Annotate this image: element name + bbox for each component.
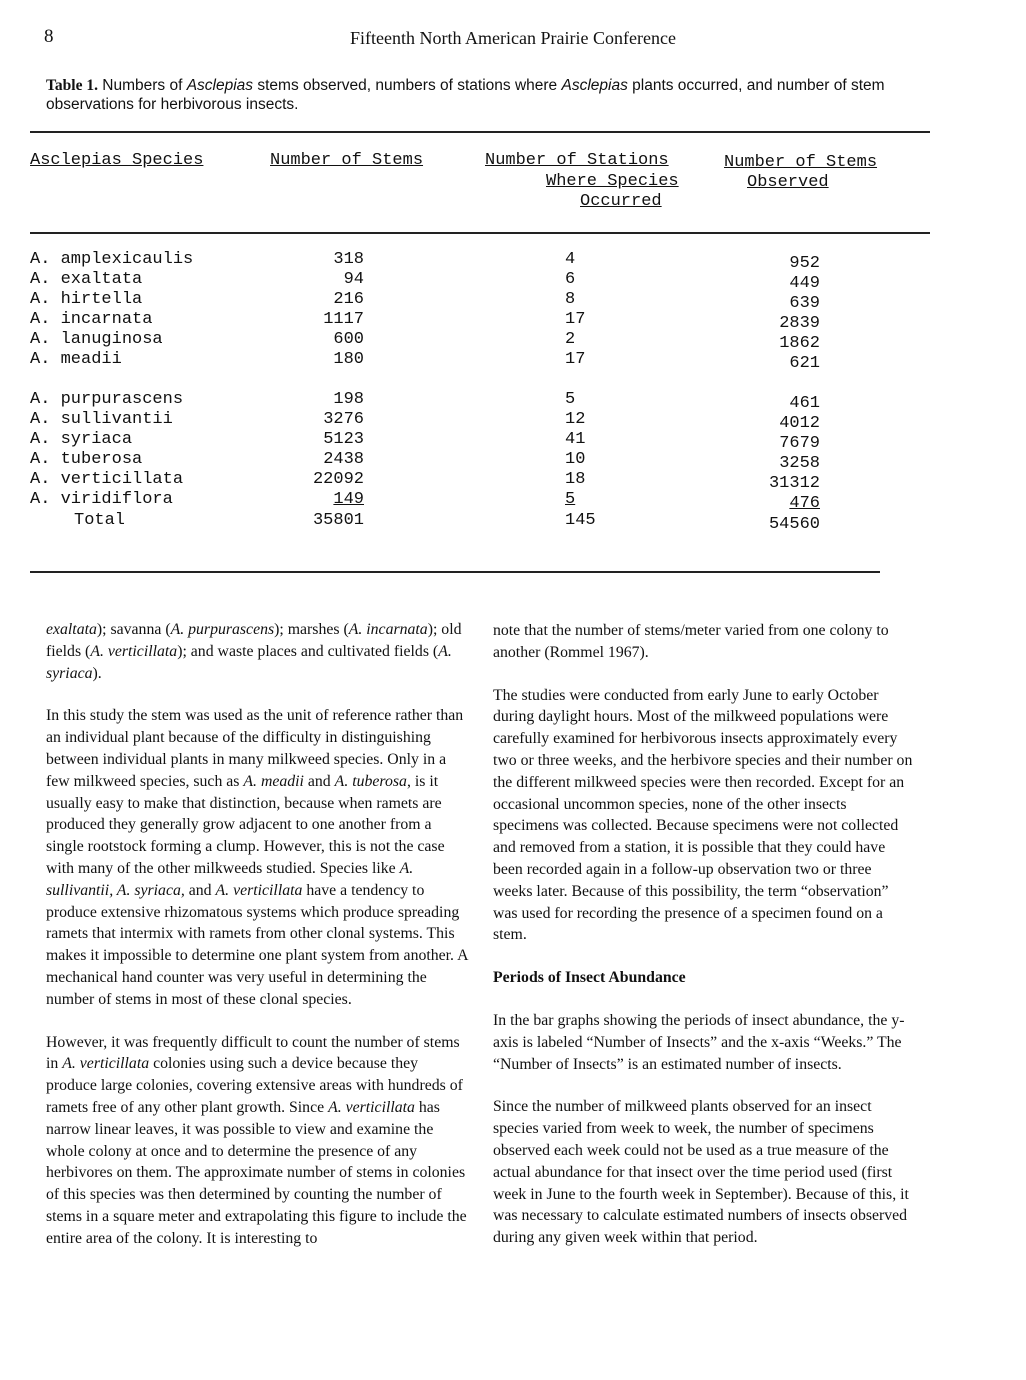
stems-cell: 2438 xyxy=(323,450,364,469)
text-run: In this study the stem was used as the unit of reference rather than an individual plant because of the difficulty in distinguishing between individual plants in many milkweed species. Only in a few milkweed species, such as xyxy=(46,707,464,790)
species-cell: A. lanuginosa xyxy=(30,330,163,349)
text-run: ). xyxy=(92,664,102,682)
total-stems: 35801 xyxy=(312,511,364,530)
species-name: A. meadii xyxy=(243,772,304,790)
table-top-rule xyxy=(30,131,930,133)
species-cell: A. syriaca xyxy=(30,430,133,449)
table-label: Table 1. xyxy=(46,77,98,94)
species-name: A. verticillata xyxy=(215,881,303,899)
header-stations-3: Occurred xyxy=(580,192,662,211)
text-run: have a tendency to produce extensive rhizomatous systems which produce spreading ramets that intermix with ramets from other clonal systems. This makes it impossible to determine one plant system from another. A mechanical hand counter was very useful in determining the number of stems in most of these clonal species. xyxy=(46,881,468,1008)
stations-cell: 17 xyxy=(565,350,586,369)
header-observed-2: Observed xyxy=(747,173,829,192)
species-cell: A. incarnata xyxy=(30,310,153,329)
stations-cell: 41 xyxy=(565,430,586,449)
stations-cell: 6 xyxy=(565,270,576,289)
table-caption xyxy=(46,76,926,114)
species-name: A. verticillata xyxy=(90,642,178,660)
observed-cell: 3258 xyxy=(779,454,820,473)
observed-cell: 621 xyxy=(789,354,820,373)
observed-cell: 639 xyxy=(789,294,820,313)
total-label: Total xyxy=(74,511,126,530)
stems-cell: 198 xyxy=(333,390,364,409)
caption-text: Numbers of xyxy=(102,77,187,94)
stems-cell: 216 xyxy=(333,290,364,309)
header-species: Asclepias Species xyxy=(30,151,204,170)
left-paragraph-3 xyxy=(46,1032,470,1250)
species-name: A. sullivantii, A. syriaca, xyxy=(46,859,414,899)
right-paragraph-1: note that the number of stems/meter varied from one colony to another (Rommel 1967). xyxy=(493,622,889,661)
text-run: and xyxy=(184,881,216,899)
stations-cell: 17 xyxy=(565,310,586,329)
species-name: A. syriaca xyxy=(46,642,452,682)
observed-cell: 7679 xyxy=(779,434,820,453)
left-paragraph-2 xyxy=(46,705,470,1010)
left-paragraph-1 xyxy=(46,619,470,684)
total-stations: 145 xyxy=(565,511,596,530)
stems-cell: 3276 xyxy=(323,410,364,429)
species-name: exaltata xyxy=(46,621,97,638)
stems-cell: 149 xyxy=(333,490,364,509)
stems-cell: 22092 xyxy=(312,470,364,489)
table-header-rule xyxy=(30,232,930,234)
section-heading: Periods of Insect Abundance xyxy=(493,969,686,987)
header-stations-1: Number of Stations xyxy=(485,151,669,170)
right-paragraph-4: Since the number of milkweed plants observed for an insect species varied from week to week, the number of specimens observed each week could not be used as a true measure of the actual abundance for that insect over the time period used (first week in June to the fourth week in September). Because of this, it was necessary to calculate estimated numbers of insects observed during any given week within that period. xyxy=(493,1098,909,1247)
observed-cell: 2839 xyxy=(779,314,820,333)
right-column xyxy=(493,620,913,1270)
caption-text: plants occurred, and number of stem observations for herbivorous insects. xyxy=(46,77,885,113)
page-number: 8 xyxy=(44,26,54,47)
observed-cell: 4012 xyxy=(779,414,820,433)
stems-cell: 180 xyxy=(333,350,364,369)
text-run: However, it was frequently difficult to count the number of stems in xyxy=(46,1033,460,1073)
species-name: A. tuberosa xyxy=(334,772,407,790)
species-name: A. purpurascens xyxy=(170,621,275,638)
right-paragraph-2: The studies were conducted from early June to early October during daylight hours. Most of the milkweed populations were carefully examined for herbivorous insects approximately every two or three weeks, and the herbivore species and their number on the different milkweed species were then recorded. Except for an occasional uncommon species, none of the other insects specimens was collected. Because specimens were not collected and removed from a station, it is possible that they could have been recorded again in a follow-up observation two or three weeks later. Because of this possibility, the term “observation” was used for recording the presence of a specimen found on a stem. xyxy=(493,686,913,944)
species-cell: A. purpurascens xyxy=(30,390,184,409)
stations-cell: 12 xyxy=(565,410,586,429)
header-stems: Number of Stems xyxy=(270,151,424,170)
text-run: , is it usually easy to make that distinction, because when ramets are produced they generally grow adjacent to one another from a single rootstock forming a clump. However, this is not the case with many of the other milkweeds studied. Species like xyxy=(46,772,445,877)
species-name: A. verticillata xyxy=(328,1098,415,1116)
stations-cell: 5 xyxy=(565,490,576,509)
text-run: has narrow linear leaves, it was possible to view and examine the whole colony at once and to determine the presence of any herbivores on them. The approximate number of stems in colonies of this species was then determined by counting the number of stems in a square meter and extrapolating this figure to include the entire area of the colony. It is interesting to xyxy=(46,1098,467,1247)
observed-cell: 1862 xyxy=(779,334,820,353)
stations-cell: 5 xyxy=(565,390,576,409)
stations-cell: 8 xyxy=(565,290,576,309)
stems-cell: 318 xyxy=(333,250,364,269)
observed-cell: 31312 xyxy=(768,474,820,493)
text-run: ); and waste places and cultivated fields ( xyxy=(177,642,439,660)
stations-cell: 18 xyxy=(565,470,586,489)
observed-cell: 461 xyxy=(789,394,820,413)
species-cell: A. hirtella xyxy=(30,290,143,309)
species-name: A. verticillata xyxy=(62,1055,150,1073)
species-cell: A. tuberosa xyxy=(30,450,143,469)
stems-cell: 1117 xyxy=(323,310,364,329)
text-run: ); marshes ( xyxy=(274,621,349,638)
total-observed: 54560 xyxy=(768,515,820,534)
observed-cell: 449 xyxy=(789,274,820,293)
observed-cell: 476 xyxy=(789,494,820,513)
stems-cell: 5123 xyxy=(323,430,364,449)
stems-cell: 600 xyxy=(333,330,364,349)
stems-cell: 94 xyxy=(343,270,364,289)
species-cell: A. meadii xyxy=(30,350,122,369)
stations-cell: 4 xyxy=(565,250,576,269)
text-run: and xyxy=(303,772,335,790)
header-observed-1: Number of Stems xyxy=(724,153,878,172)
species-cell: A. exaltata xyxy=(30,270,143,289)
species-cell: A. sullivantii xyxy=(30,410,173,429)
text-run: colonies using such a device because they produce large colonies, covering extensive areas with hundreds of ramets free of any other plant growth. Since xyxy=(46,1055,463,1116)
caption-genus: Asclepias xyxy=(561,77,628,94)
caption-text: stems observed, numbers of stations where xyxy=(253,77,562,94)
left-column xyxy=(46,619,470,1271)
species-cell: A. amplexicaulis xyxy=(30,250,194,269)
text-run: ); savanna ( xyxy=(96,621,171,638)
header-stations-2: Where Species xyxy=(546,172,679,191)
species-cell: A. viridiflora xyxy=(30,490,173,509)
text-run: ); old fields ( xyxy=(46,621,462,660)
table-bottom-rule xyxy=(30,571,880,573)
caption-genus: Asclepias xyxy=(186,77,254,94)
species-cell: A. verticillata xyxy=(30,470,184,489)
right-paragraph-3: In the bar graphs showing the periods of insect abundance, the y-axis is labeled “Number of Insects” and the x-axis “Weeks.” The “Number of Insects” is an estimated number of insects. xyxy=(493,1011,905,1073)
stations-cell: 10 xyxy=(565,450,586,469)
species-name: A. incarnata xyxy=(348,621,428,638)
stations-cell: 2 xyxy=(565,330,576,349)
running-head: Fifteenth North American Prairie Conference xyxy=(350,28,676,48)
observed-cell: 952 xyxy=(789,254,820,273)
